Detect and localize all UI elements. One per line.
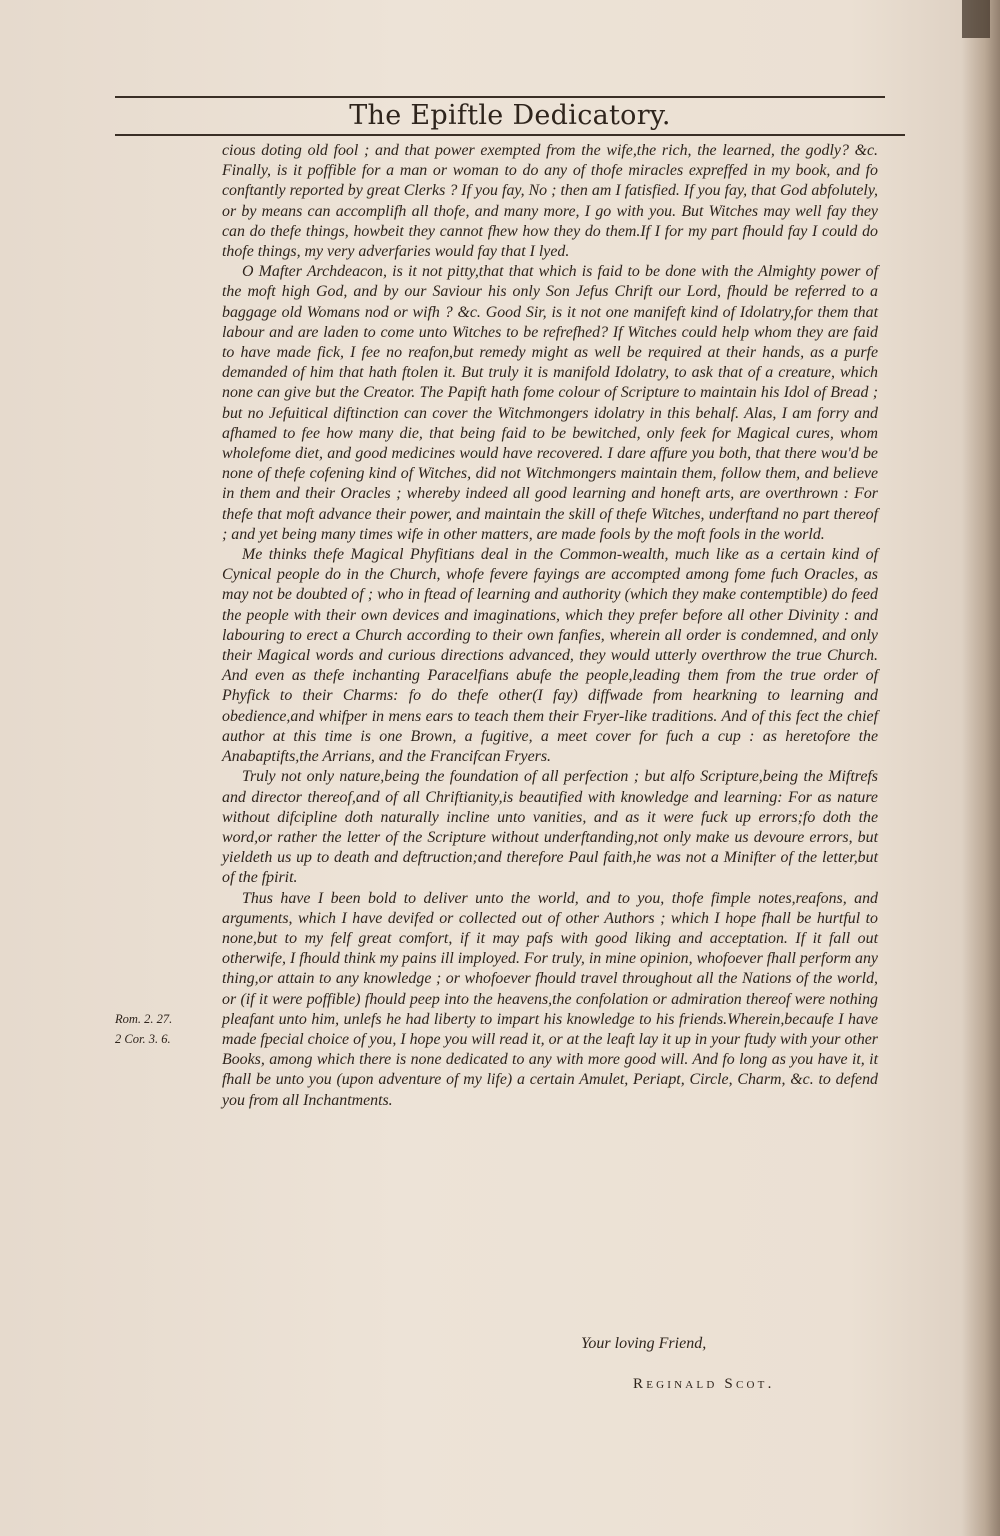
- body-text: [222, 141, 878, 1111]
- margin-citation-line: Rom. 2. 27.: [115, 1012, 173, 1026]
- binding-mark: [962, 0, 990, 38]
- paragraph: Me thinks thefe Magical Phyfitians deal in the Common-wealth, much like as a certain kind of Cynical people do in the Church, whofe fevere fayings are accompted among fome fuch Oracles, as may not be doubted of ; who in ftead of learning and authority (which they make contemptible) do feed the people with their own devices and imaginations, which they prefer before all other Divinity : and labouring to erect a Church according to their own fanfies, wherein all order is condemned, and only their Magical words and curious directions advanced, they would utterly overthrow the true Church. And even as thefe inchanting Paracelfians abufe the people,leading them from the true order of Phyfick to their Charms: fo do thefe other(I fay) diffwade from hearkning to learning and obedience,and whifper in mens ears to teach them their Fryer-like traditions. And of this fect the chief author at this time is one Brown, a fugitive, a meet cover for fuch a cup : as heretofore the Anabaptifts,the Arrians, and the Francifcan Fryers.: [222, 546, 878, 766]
- margin-citation: [115, 1009, 210, 1049]
- paragraph: cious doting old fool ; and that power exempted from the wife,the rich, the learned, the godly? &c. Finally, is it poffible for a man or woman to do any of thofe miracles expreffed in my book, and fo conftantly reported by great Clerks ? If you fay, No ; then am I fatisfied. If you fay, that God abfolutely, or by means can accomplifh all thofe, and many more, I go with you. But Witches may well fay they can do thefe things, howbeit they cannot fhew how they do them.If I for my part fhould fay I could do thofe things, my very adverfaries would fay that I lyed.: [222, 142, 878, 261]
- paragraph: O Mafter Archdeacon, is it not pitty,that that which is faid to be done with the Almighty power of the moft high God, and by our Saviour his only Son Jefus Chrift our Lord, fhould be referred to a baggage old Womans nod or wifh ? &c. Good Sir, is it not one manifeft kind of Idolatry,for them that labour and are laden to come unto Witches to be refrefhed? If Witches could help whom they are faid to have made fick, I fee no reafon,but remedy might as well be required at their hands, as a purfe demanded of him that hath ftolen it. But truly it is manifold Idolatry, to ask that of a creature, which none can give but the Creator. The Papift hath fome colour of Scripture to maintain his Idol of Bread ; but no Jefuitical diftinction can cover the Witchmongers idolatry in this behalf. Alas, I am forry and afhamed to fee how many die, that being faid to be bewitched, only feek for Magical cures, whom wholefome diet, and good medicines would have recovered. I dare affure you both, that there wou'd be none of thefe cofening kind of Witches, did not Witchmongers maintain them, follow them, and believe in them and their Oracles ; whereby indeed all good learning and honeft arts, are overthrown : For thefe that moft advance their power, and maintain the skill of thefe Witches, underftand no part thereof ; and yet being many times wife in other matters, are made fools by the moft fools in the world.: [222, 263, 878, 543]
- header-rule-bottom: [115, 134, 905, 136]
- paragraph: Truly not only nature,being the foundation of all perfection ; but alfo Scripture,being the Miftrefs and director thereof,and of all Chriftianity,is beautified with knowledge and learning: For as nature without difcipline doth naturally incline unto vanities, and as it were fuck up errors;fo doth the word,or rather the letter of the Scripture without underftanding,not only make us devoure errors, but yieldeth us up to death and deftruction;and therefore Paul faith,he was not a Minifter of the letter,but of the fpirit.: [222, 768, 878, 887]
- page-gutter-shadow: [962, 0, 1000, 1536]
- margin-citation-line: 2 Cor. 3. 6.: [115, 1032, 171, 1046]
- paragraph: Thus have I been bold to deliver unto the world, and to you, thofe fimple notes,reafons, and arguments, which I have devifed or collected out of other Authors ; which I hope fhall be hurtful to none,but to my felf great comfort, if it may pafs with good liking and acceptation. If it fall out otherwife, I fhould think my pains ill imployed. For truly, in mine opinion, whofoever fhall perform any thing,or attain to any knowledge ; or whofoever fhould travel throughout all the Nations of the world, or (if it were poffible) fhould peep into the heavens,the confolation or admiration thereof were nothing pleafant unto him, unlefs he had liberty to impart his knowledge to his friends.Wherein,becaufe I have made fpecial choice of you, I hope you will read it, or at the leaft lay it up in your ftudy with your other Books, among which there is none dedicated to any with more good will. And fo long as you have it, it fhall be unto you (upon adventure of my life) a certain Amulet, Periapt, Circle, Charm, &c. to defend you from all Inchantments.: [222, 889, 878, 1109]
- closing-salutation: Your loving Friend,: [581, 1335, 707, 1352]
- running-header: The Epiftle Dedicatory.: [349, 100, 671, 131]
- signature: Reginald Scot.: [633, 1376, 775, 1392]
